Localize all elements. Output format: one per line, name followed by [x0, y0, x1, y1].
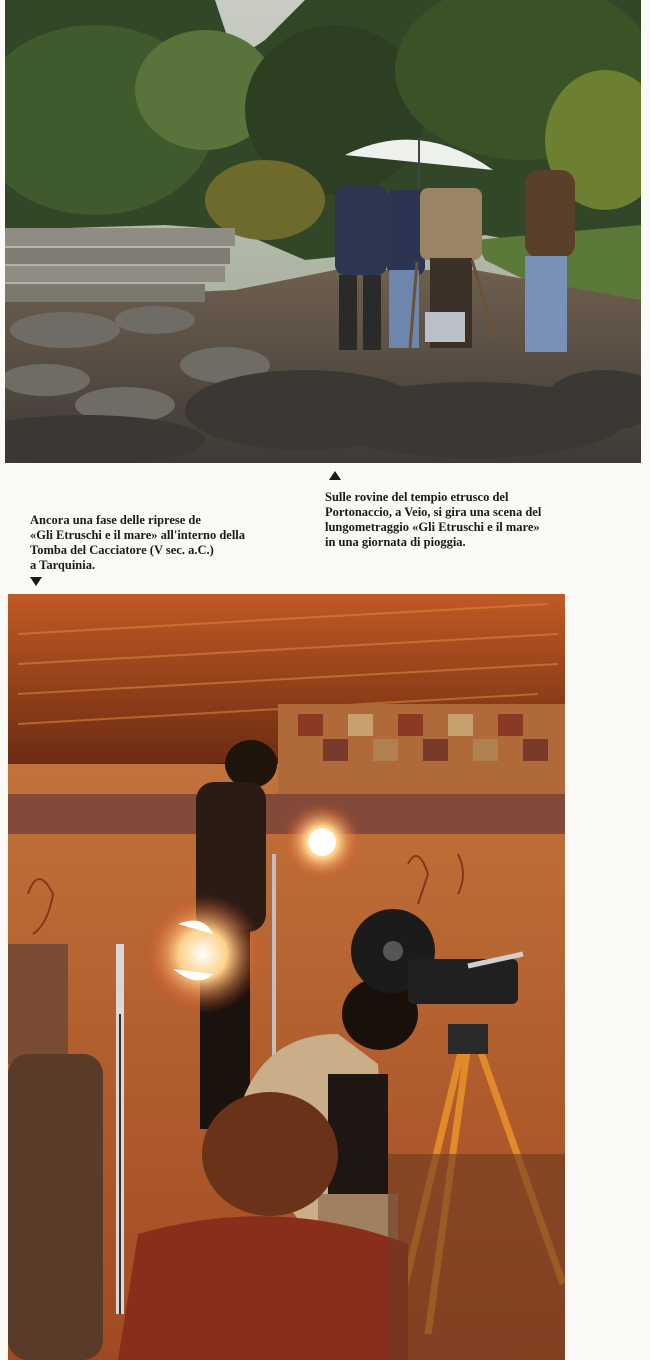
photo-tomb-filming: [8, 594, 565, 1360]
triangle-up-icon: [329, 471, 341, 480]
photo-veio-ruins-image: [5, 0, 641, 463]
caption-tarquinia-line: Ancora una fase delle riprese de: [30, 513, 201, 527]
caption-tarquinia-line: «Gli Etruschi e il mare» all'interno della: [30, 528, 246, 542]
photo-tomb-filming-image: [8, 594, 565, 1360]
caption-tarquinia-line: Tomba del Cacciatore (V sec. a.C.): [30, 543, 214, 557]
caption-tarquinia: [30, 513, 245, 573]
caption-veio-line: Sulle rovine del tempio etrusco del: [325, 490, 509, 504]
caption-veio: [325, 490, 541, 550]
photo-veio-ruins: [5, 0, 641, 463]
caption-veio-line: Portonaccio, a Veio, si gira una scena del: [325, 505, 542, 519]
caption-veio-line: lungometraggio «Gli Etruschi e il mare»: [325, 520, 540, 534]
caption-veio-line: in una giornata di pioggia.: [325, 535, 466, 549]
triangle-down-icon: [30, 577, 42, 586]
caption-tarquinia-line: a Tarquinia.: [30, 558, 96, 572]
